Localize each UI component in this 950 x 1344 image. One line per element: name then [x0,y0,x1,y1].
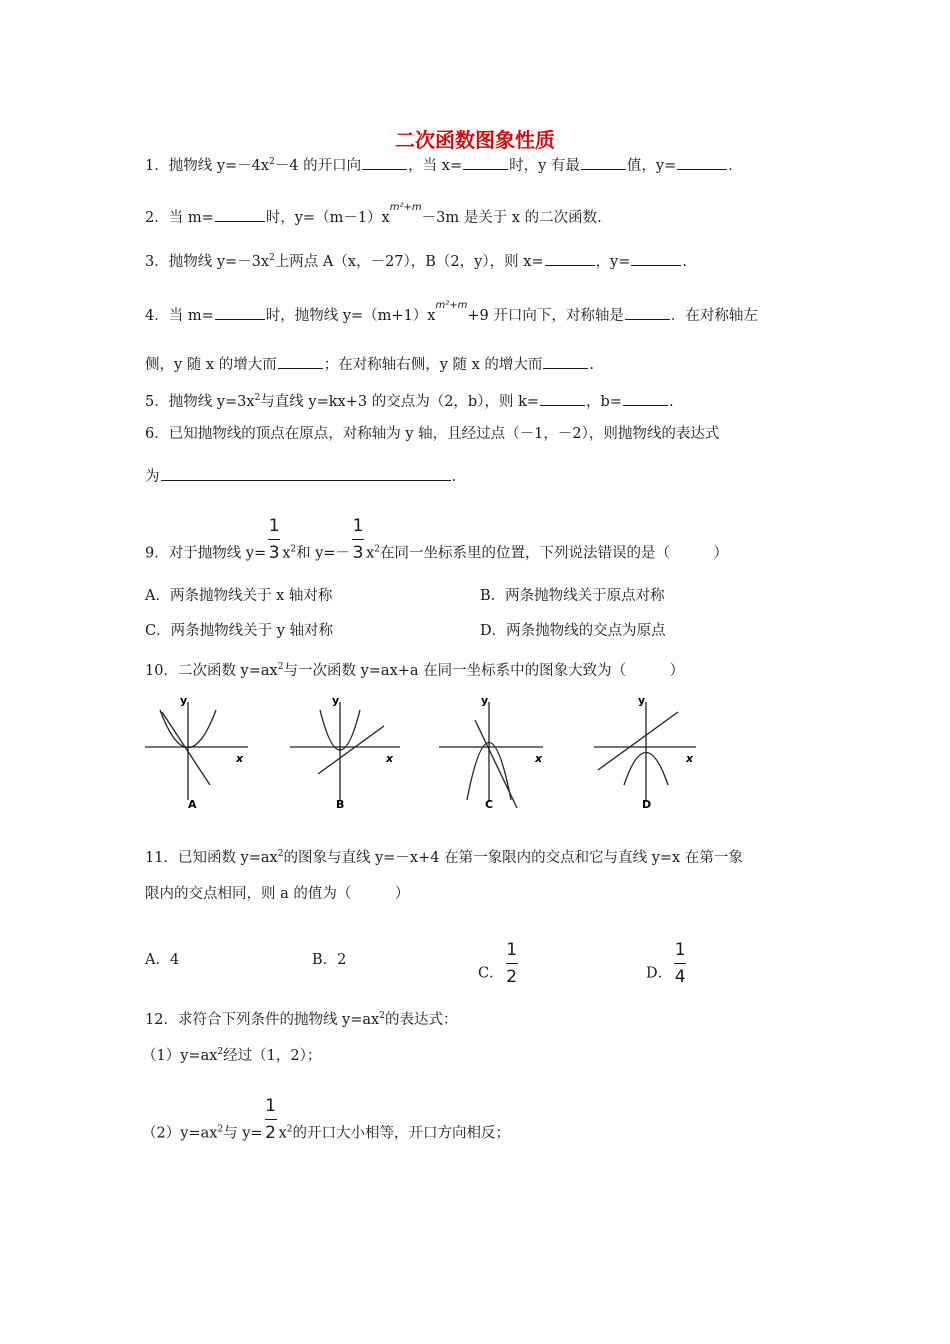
blank-field[interactable] [545,251,595,266]
question-12-part-2: $(2)y=ax^2$与 y= $\frac{1}{2}$ $x^2$的开口大小相等，开口方向相反； [142,1096,510,1143]
q10-graphs [140,690,820,820]
blank-field[interactable] [623,391,668,406]
x-axis-label: x [686,752,694,765]
graph-label: D [642,798,652,811]
question-3: 3．抛物线 $y=-3x^2$上两点 A（x，－27），B（2，y），则 x= ，y= . [145,253,687,270]
blank-field[interactable] [161,466,451,481]
blank-field[interactable] [215,207,265,222]
graph-label: C [485,798,494,811]
q9-option-d[interactable]: D．两条抛物线的交点为原点 [480,623,666,639]
question-1: 1．抛物线 $y=-4x^2-4$ 的开口向 ，当 x= 时，y 有最 值，y= ． [145,157,743,174]
blank-field[interactable] [625,305,670,320]
question-4: 4．当 m= 时，抛物线 $y=(m+1)x^{m^2+m}+9$ 开口向下，对称轴是 ．在对称轴左 [145,300,758,324]
question-10: 10．二次函数 $y=ax^2$与一次函数 y=ax+a 在同一坐标系中的图象大致为（ ） [145,662,685,679]
q11-option-b[interactable]: B．2 [312,952,347,968]
blank-field[interactable] [543,354,588,369]
graph-label: A [188,798,197,811]
graph-label: B [336,798,345,811]
fraction-one-third: $\frac{1}{3}$ [352,516,364,563]
q11-option-a[interactable]: A．4 [145,952,180,968]
q11-option-d[interactable]: D． $\frac{1}{4}$ [646,940,686,987]
blank-field[interactable] [677,155,727,170]
q9-option-b[interactable]: B．两条抛物线关于原点对称 [480,588,665,604]
graph-d[interactable] [588,690,713,820]
question-5: 5．抛物线 $y=3x^2$与直线 y=kx+3 的交点为（2，b），则 k= ，b= . [145,393,674,410]
x-axis-label: x [236,752,244,765]
blank-field[interactable] [631,251,681,266]
graph-a[interactable] [140,690,265,820]
blank-field[interactable] [463,155,508,170]
question-11: 11．已知函数 $y=ax^2$的图象与直线 y=－x+4 在第一象限内的交点和它与直线 y=x 在第一象 [145,849,743,866]
y-axis-label: y [332,694,340,707]
x-axis-label: x [535,752,543,765]
fraction-one-half: $\frac{1}{2}$ [506,940,518,987]
question-6: 6．已知抛物线的顶点在原点，对称轴为 y 轴，且经过点（－1，－2），则抛物线的表达式 [145,426,720,442]
graph-b[interactable] [288,690,413,820]
q9-option-a[interactable]: A．两条抛物线关于 x 轴对称 [145,588,333,604]
blank-field[interactable] [540,391,585,406]
blank-field[interactable] [581,155,626,170]
question-11-cont: 限内的交点相同，则 a 的值为（ ） [145,886,410,902]
fraction-one-third: $\frac{1}{3}$ [268,516,280,563]
page-title: 二次函数图象性质 [395,128,555,152]
q9-option-c[interactable]: C．两条抛物线关于 y 轴对称 [145,623,334,639]
blank-field[interactable] [278,354,323,369]
blank-field[interactable] [362,155,407,170]
question-6-cont: 为 . [145,466,456,487]
graph-c[interactable] [435,690,560,820]
x-axis-label: x [386,752,394,765]
question-12-part-1: $(1)y=ax^2$经过（1，2）； [142,1047,322,1064]
blank-field[interactable] [215,305,265,320]
y-axis-label: y [180,694,188,707]
y-axis-label: y [638,694,646,707]
question-2: 2．当 m= 时，$y=(m-1)x^{m^2+m}-3m$ 是关于 x 的二次函数. [145,202,602,226]
question-4-cont: 侧，y 随 x 的增大而 ；在对称轴右侧，y 随 x 的增大而 . [145,354,594,375]
question-12: 12．求符合下列条件的抛物线 $y=ax^2$的表达式： [145,1011,458,1028]
y-axis-label: y [481,694,489,707]
question-9: 9．对于抛物线 y= $\frac{1}{3}$ $x^2$和 y=－ $\frac{1}{3}$ $x^2$在同一坐标系里的位置，下列说法错误的是（ ） [145,516,728,563]
fraction-one-half: $\frac{1}{2}$ [265,1096,276,1143]
fraction-one-quarter: $\frac{1}{4}$ [674,940,686,987]
q11-option-c[interactable]: C． $\frac{1}{2}$ [478,940,518,987]
